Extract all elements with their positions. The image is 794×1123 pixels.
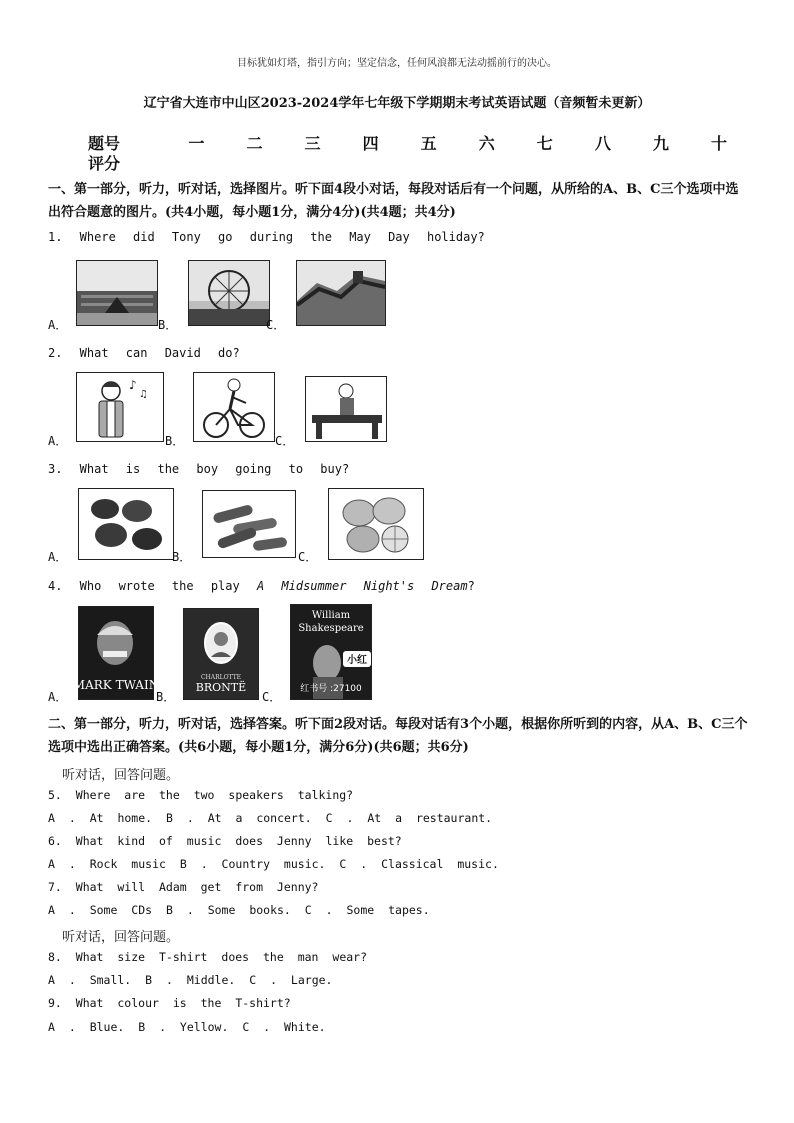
watermark-text: 红书号 :27100 <box>300 684 362 694</box>
mark-twain-book[interactable] <box>72 606 160 700</box>
dates-photo[interactable] <box>78 488 174 560</box>
portrait-icon <box>72 607 160 699</box>
cycling-boy-drawing[interactable] <box>193 372 275 442</box>
section1-heading: 一、第一部分，听力，听对话，选择图片。听下面4段小对话，每段对话后有一个问题，从所给的A、B、C三个选项中选出符合题意的图片。(共4小题，每小题1分，满分4分)(共4题；共4分) <box>48 182 739 220</box>
subsection-instruction: 听对话，回答问题。 <box>62 930 180 945</box>
score-row-grades <box>88 152 748 172</box>
option-label-b: B． <box>165 434 185 448</box>
piano-icon <box>306 377 386 441</box>
score-col: 五 <box>420 133 437 153</box>
score-col: 十 <box>710 133 727 153</box>
option-label-b: B． <box>156 690 176 704</box>
score-col: 六 <box>478 133 495 153</box>
svg-text:♫: ♫ <box>139 389 148 400</box>
book-c-line2: Shakespeare <box>298 623 364 634</box>
play-title: A Midsummer Night's Dream <box>256 579 468 593</box>
question-5-options: A . At home. B . At a concert. C . At a restaurant. <box>48 811 493 825</box>
bicycle-icon <box>194 373 274 441</box>
score-table <box>88 132 748 172</box>
question-7-options: A . Some CDs B . Some books. C . Some tapes. <box>48 903 430 917</box>
score-row-label: 题号 <box>88 133 121 153</box>
score-col: 一 <box>188 133 205 153</box>
option-label-c: C． <box>266 318 286 332</box>
question-4-stem <box>48 579 475 593</box>
option-label-a: A． <box>48 434 68 448</box>
singing-boy-drawing[interactable] <box>76 372 164 442</box>
question-4-suffix: ? <box>467 579 475 593</box>
score-col: 九 <box>652 133 669 153</box>
score-col: 四 <box>362 133 379 153</box>
page-title: 辽宁省大连市中山区2023-2024学年七年级下学期期末考试英语试题（音频暂未更新） <box>143 96 651 111</box>
portrait-icon <box>184 609 258 699</box>
lemon-icon <box>329 489 423 559</box>
subsection-instruction: 听对话，回答问题。 <box>62 768 180 783</box>
question-6-options: A . Rock music B . Country music. C . Classical music. <box>48 857 499 871</box>
question-9-stem: 9. What colour is the T-shirt? <box>48 996 291 1010</box>
lemons-photo[interactable] <box>328 488 424 560</box>
score-col: 七 <box>536 133 553 153</box>
london-eye-photo[interactable] <box>188 260 270 326</box>
dates-fruit-icon <box>79 489 173 559</box>
option-label-c: C． <box>275 434 295 448</box>
great-wall-icon <box>297 261 385 325</box>
piano-boy-drawing[interactable] <box>305 376 387 442</box>
option-label-b: B． <box>172 550 192 564</box>
option-label-a: A． <box>48 550 68 564</box>
portrait-icon <box>291 605 371 699</box>
question-8-stem: 8. What size T-shirt does the man wear? <box>48 950 368 964</box>
score-row-numbers <box>88 132 748 152</box>
question-9-options: A . Blue. B . Yellow. C . White. <box>48 1020 326 1034</box>
score-col: 二 <box>246 133 263 153</box>
bronte-book[interactable] <box>183 608 259 700</box>
book-c-line1: William <box>311 610 351 621</box>
question-5-stem: 5. Where are the two speakers talking? <box>48 788 354 802</box>
section2-heading: 二、第一部分，听力，听对话，选择答案。听下面2段对话。每段对话有3个小题，根据你所听到的内容，从A、B、C三个选项中选出正确答案。(共6小题，每小题1分，满分6分)(共6题；共6分) <box>48 717 748 755</box>
singing-icon <box>77 373 163 441</box>
watermark-logo-text: 小红 <box>347 655 367 666</box>
option-label-a: A． <box>48 318 68 332</box>
question-7-stem: 7. What will Adam get from Jenny? <box>48 880 319 894</box>
option-label-b: B． <box>158 318 178 332</box>
motto-text: 目标犹如灯塔，指引方向；坚定信念，任何风浪都无法动摇前行的决心。 <box>237 58 557 69</box>
louvre-icon <box>77 261 157 325</box>
carrots-photo[interactable] <box>202 490 296 558</box>
ferris-wheel-icon <box>189 261 269 325</box>
question-1-stem: 1. Where did Tony go during the May Day holiday? <box>48 230 485 244</box>
question-8-options: A . Small. B . Middle. C . Large. <box>48 973 333 987</box>
score-row-label: 评分 <box>88 153 121 173</box>
book-a-text: MARK TWAIN <box>72 678 160 692</box>
question-3-stem: 3. What is the boy going to buy? <box>48 462 350 476</box>
option-label-c: C． <box>298 550 318 564</box>
carrot-icon <box>203 491 295 557</box>
question-2-stem: 2. What can David do? <box>48 346 240 360</box>
great-wall-photo[interactable] <box>296 260 386 326</box>
book-b-bottom-text: BRONTË <box>195 681 247 694</box>
book-b-top-text: CHARLOTTE <box>200 674 242 681</box>
option-label-a: A． <box>48 690 68 704</box>
question-4-prefix: 4. Who wrote the play <box>48 579 257 593</box>
louvre-photo[interactable] <box>76 260 158 326</box>
score-col: 三 <box>304 133 321 153</box>
option-label-c: C． <box>262 690 282 704</box>
svg-text:♪: ♪ <box>129 378 137 392</box>
score-col: 八 <box>594 133 611 153</box>
question-6-stem: 6. What kind of music does Jenny like best? <box>48 834 402 848</box>
shakespeare-book[interactable] <box>290 604 372 700</box>
